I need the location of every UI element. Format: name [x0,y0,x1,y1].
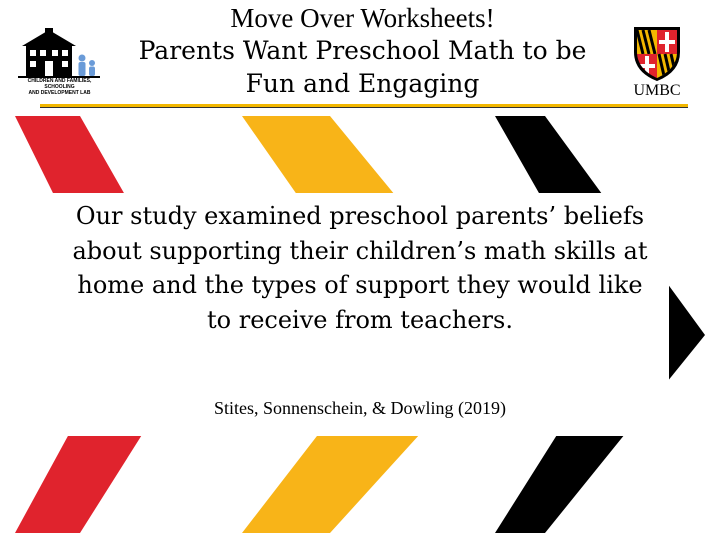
lab-caption-line2: AND DEVELOPMENT LAB [28,90,91,96]
page-subtitle-line2: Fun and Engaging [245,69,480,98]
study-description: Our study examined preschool parents’ beliefs about supporting their children’s math skills at home and the types of support they would like to receive from teachers. [72,202,648,334]
title-block [100,0,625,100]
citation: Stites, Sonnenschein, & Dowling (2019) [214,398,506,418]
page-title: Move Over Worksheets! [230,3,495,33]
header-divider [40,104,688,108]
lab-caption [12,78,107,96]
page-subtitle-line1: Parents Want Preschool Math to be [138,36,587,65]
umbc-wordmark: UMBC [633,82,681,99]
lab-caption-line1: CHILDREN AND FAMILIES, SCHOOLING [27,78,92,90]
maryland-shield-icon [633,26,681,82]
